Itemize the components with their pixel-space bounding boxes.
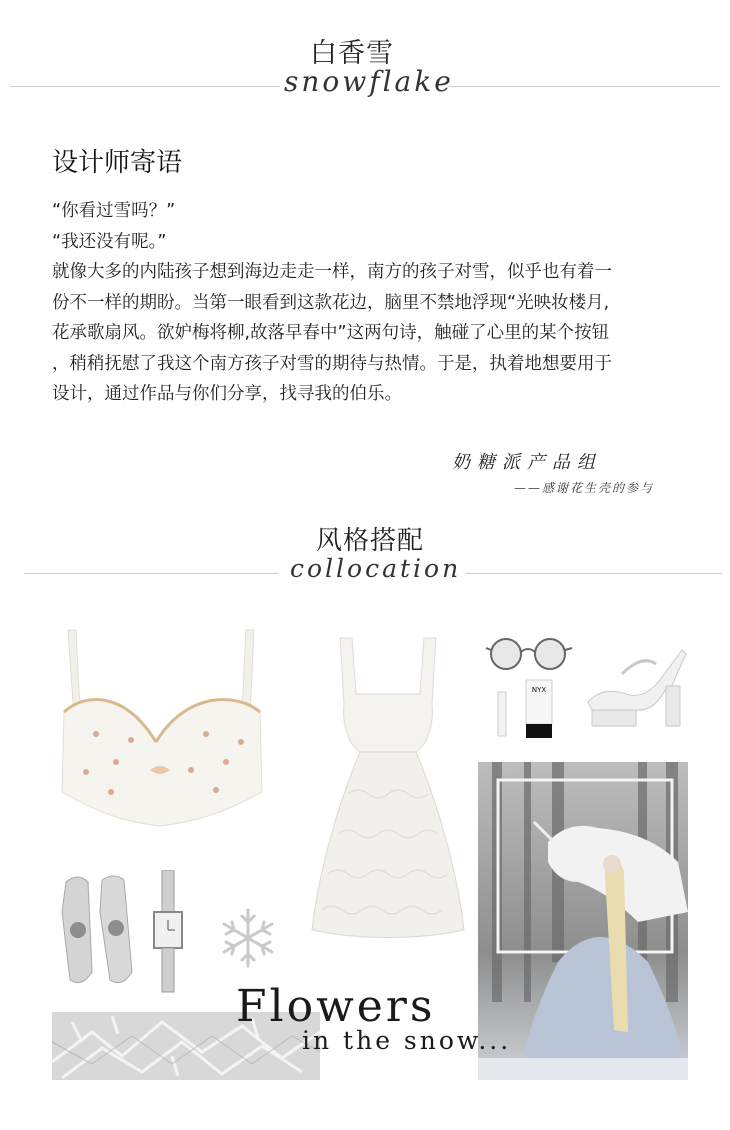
white-platform-sandal-image — [582, 640, 688, 732]
silver-loafers-image — [56, 872, 140, 992]
header-rule-left — [10, 86, 280, 87]
collocation-rule-left — [24, 573, 278, 574]
signature-thanks: ——感谢花生壳的参与 — [514, 481, 655, 495]
page-subtitle: snowflake — [284, 65, 454, 98]
collocation-subtitle: collocation — [290, 554, 462, 583]
message-line: “我还没有呢。” — [52, 231, 167, 252]
message-line: ，稍稍抚慰了我这个南方孩子对雪的期待与热情。于是，执着地想要用于 — [52, 353, 612, 374]
snowflake-icon — [216, 906, 280, 970]
header-rule-right — [448, 86, 720, 87]
designer-message — [52, 196, 692, 410]
tagline-sub: in the snow... — [302, 1026, 512, 1055]
bra-image — [56, 622, 268, 837]
message-line: 设计，通过作品与你们分享，找寻我的伯乐。 — [52, 384, 402, 404]
round-sunglasses-image — [484, 636, 574, 672]
designer-heading: 设计师寄语 — [52, 148, 183, 178]
message-line: 份不一样的期盼。当第一眼看到这款花边，脑里不禁地浮现“光映妆楼月, — [52, 292, 610, 313]
silver-watch-image — [148, 870, 188, 994]
svg-text:NYX: NYX — [531, 686, 547, 694]
page-title: 白香雪 — [310, 38, 394, 69]
message-line: 花承歌扇风。欲妒梅将柳,故落早春中”这两句诗，触碰了心里的某个按钮 — [52, 323, 610, 343]
signature: 奶糖派产品组 — [452, 452, 602, 473]
message-line: “你看过雪吗？” — [52, 201, 176, 221]
message-line: 就像大多的内陆孩子想到海边走走一样，南方的孩子对雪，似乎也有着一 — [52, 262, 612, 282]
tagline-main: Flowers — [236, 981, 436, 1032]
nyx-primer-image — [494, 676, 562, 742]
white-lace-dress-image — [308, 634, 468, 944]
collocation-title: 风格搭配 — [316, 526, 425, 556]
collocation-rule-right — [466, 573, 722, 574]
